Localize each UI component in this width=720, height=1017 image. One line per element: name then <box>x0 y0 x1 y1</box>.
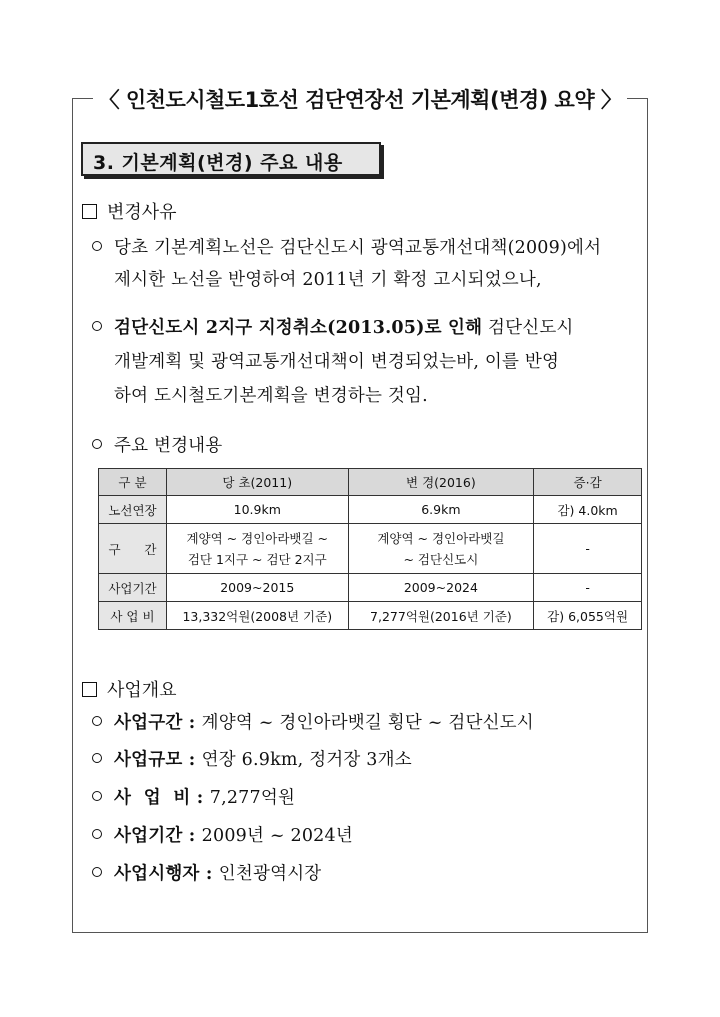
row-label: 노선연장 <box>99 496 167 524</box>
row-label: 사업기간 <box>99 574 167 602</box>
section-heading-box <box>81 142 381 176</box>
overview-heading: 사업개요 <box>82 676 177 702</box>
circle-bullet-icon <box>92 753 102 763</box>
table-cell: 2009~2024 <box>348 574 534 602</box>
table-header: 구 분 <box>99 469 167 496</box>
bullet2-line1: 검단신도시 2지구 지정취소(2013.05)로 인해 검단신도시 <box>92 314 574 339</box>
row-label: 사 업 비 <box>99 602 167 630</box>
table-cell: 계양역 ~ 경인아라뱃길 ~ 검단신도시 <box>348 524 534 574</box>
table-cell: 계양역 ~ 경인아라뱃길 ~ 검단 1지구 ~ 검단 2지구 <box>166 524 348 574</box>
row-label: 구 간 <box>99 524 167 574</box>
square-bullet-icon <box>82 204 97 219</box>
table-cell: - <box>534 524 642 574</box>
overview-item: 사 업 비 : 7,277억원 <box>92 784 295 809</box>
circle-bullet-icon <box>92 321 102 331</box>
bullet2-line2: 개발계획 및 광역교통개선대책이 변경되었는바, 이를 반영 <box>114 352 560 372</box>
bullet2-line3: 하여 도시철도기본계획을 변경하는 것임. <box>114 386 428 406</box>
table-cell: 감) 4.0km <box>534 496 642 524</box>
circle-bullet-icon <box>92 867 102 877</box>
change-reason-heading: 변경사유 <box>82 198 177 224</box>
circle-bullet-icon <box>92 829 102 839</box>
table-header-row <box>99 469 642 496</box>
overview-item: 사업규모 : 연장 6.9km, 정거장 3개소 <box>92 746 412 771</box>
overview-item: 사업구간 : 계양역 ~ 경인아라뱃길 횡단 ~ 검단신도시 <box>92 709 534 734</box>
circle-bullet-icon <box>92 241 102 251</box>
table-cell: 13,332억원(2008년 기준) <box>166 602 348 630</box>
table-cell: - <box>534 574 642 602</box>
table-row <box>99 524 642 574</box>
table-cell: 2009~2015 <box>166 574 348 602</box>
overview-item: 사업시행자 : 인천광역시장 <box>92 860 321 885</box>
table-row <box>99 496 642 524</box>
circle-bullet-icon <box>92 716 102 726</box>
circle-bullet-icon <box>92 439 102 449</box>
table-header: 증·감 <box>534 469 642 496</box>
section-heading: 3. 기본계획(변경) 주요 내용 <box>93 152 343 174</box>
main-changes-heading: 주요 변경내용 <box>92 432 222 457</box>
table-cell: 감) 6,055억원 <box>534 602 642 630</box>
table-cell: 7,277억원(2016년 기준) <box>348 602 534 630</box>
table-header: 당 초(2011) <box>166 469 348 496</box>
overview-item: 사업기간 : 2009년 ~ 2024년 <box>92 822 353 847</box>
circle-bullet-icon <box>92 791 102 801</box>
bullet1-line2: 제시한 노선을 반영하여 2011년 기 확정 고시되었으나, <box>114 270 542 290</box>
bullet2-bold-text: 검단신도시 2지구 지정취소(2013.05)로 인해 <box>114 318 483 338</box>
table-row <box>99 574 642 602</box>
document-title: 〈 인천도시철도1호선 검단연장선 기본계획(변경) 요약 〉 <box>93 88 628 112</box>
table-cell: 10.9km <box>166 496 348 524</box>
comparison-table <box>98 468 642 630</box>
bullet1-line1: 당초 기본계획노선은 검단신도시 광역교통개선대책(2009)에서 <box>92 234 601 259</box>
document-title-wrap <box>0 84 720 114</box>
table-header: 변 경(2016) <box>348 469 534 496</box>
table-row <box>99 602 642 630</box>
square-bullet-icon <box>82 682 97 697</box>
table-cell: 6.9km <box>348 496 534 524</box>
